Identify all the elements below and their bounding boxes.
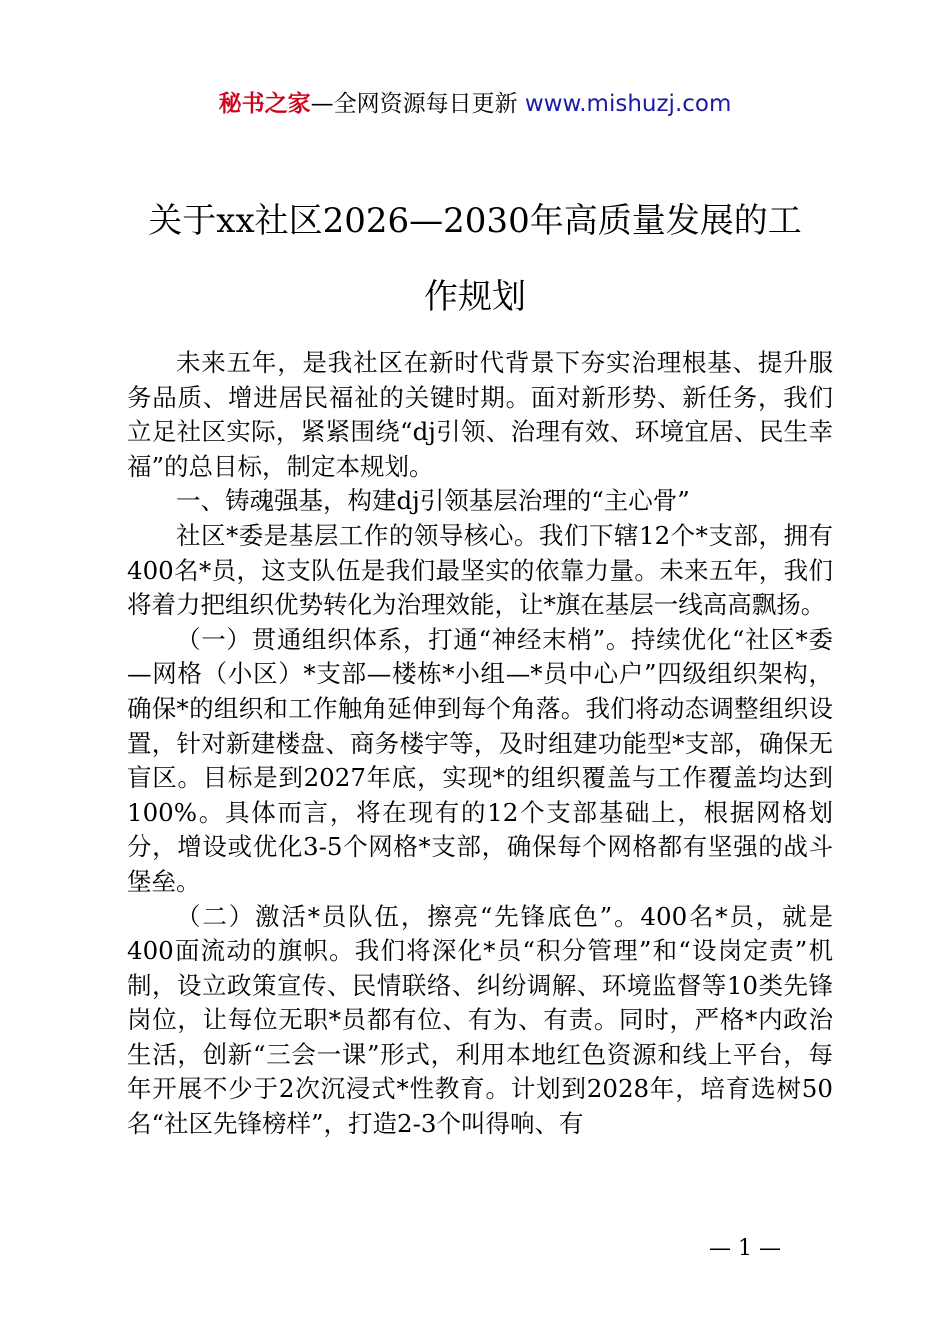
site-url[interactable]: www.mishuzj.com — [524, 91, 732, 117]
document-title — [130, 183, 820, 335]
subsection-paragraph-1: （一）贯通组织体系，打通“神经末梢”。持续优化“社区*委—网格（小区）*支部—楼栋*小组—*员中心户”四级组织架构，确保*的组织和工作触角延伸到每个角落。我们将动态调整组织设置，针对新建楼盘、商务楼宇等，及时组建功能型*支部，确保无盲区。目标是到2027年底，实现*的组织覆盖与工作覆盖均达到100%。具体而言，将在现有的12个支部基础上，根据网格划分，增设或优化3-5个网格*支部，确保每个网格都有坚强的战斗堡垒。 — [127, 624, 833, 896]
page-number: — 1 — — [709, 1236, 781, 1261]
section-paragraph: 社区*委是基层工作的领导核心。我们下辖12个*支部，拥有400名*员，这支队伍是我们最坚实的依靠力量。未来五年，我们将着力把组织优势转化为治理效能，让*旗在基层一线高高飘扬。 — [127, 520, 833, 620]
site-slogan: —全网资源每日更新 — [310, 91, 525, 117]
site-brand: 秘书之家 — [218, 91, 311, 117]
title-line-1: 关于xx社区2026—2030年高质量发展的工 — [148, 201, 802, 241]
section-heading-1: 一、铸魂强基，构建dj引领基层治理的“主心骨” — [176, 486, 690, 516]
document-body — [127, 346, 833, 1142]
intro-paragraph: 未来五年，是我社区在新时代背景下夯实治理根基、提升服务品质、增进居民福祉的关键时期。面对新形势、新任务，我们立足社区实际，紧紧围绕“dj引领、治理有效、环境宜居、民生幸福”的总目标，制定本规划。 — [127, 348, 833, 481]
site-header — [0, 88, 950, 120]
title-line-2: 作规划 — [424, 277, 526, 317]
subsection-paragraph-2: （二）激活*员队伍，擦亮“先锋底色”。400名*员，就是400面流动的旗帜。我们将深化*员“积分管理”和“设岗定责”机制，设立政策宣传、民情联络、纠纷调解、环境监督等10类先锋岗位，让每位无职*员都有位、有为、有责。同时，严格*内政治生活，创新“三会一课”形式，利用本地红色资源和线上平台，每年开展不少于2次沉浸式*性教育。计划到2028年，培育选树50名“社区先锋榜样”，打造2-3个叫得响、有 — [127, 901, 833, 1139]
